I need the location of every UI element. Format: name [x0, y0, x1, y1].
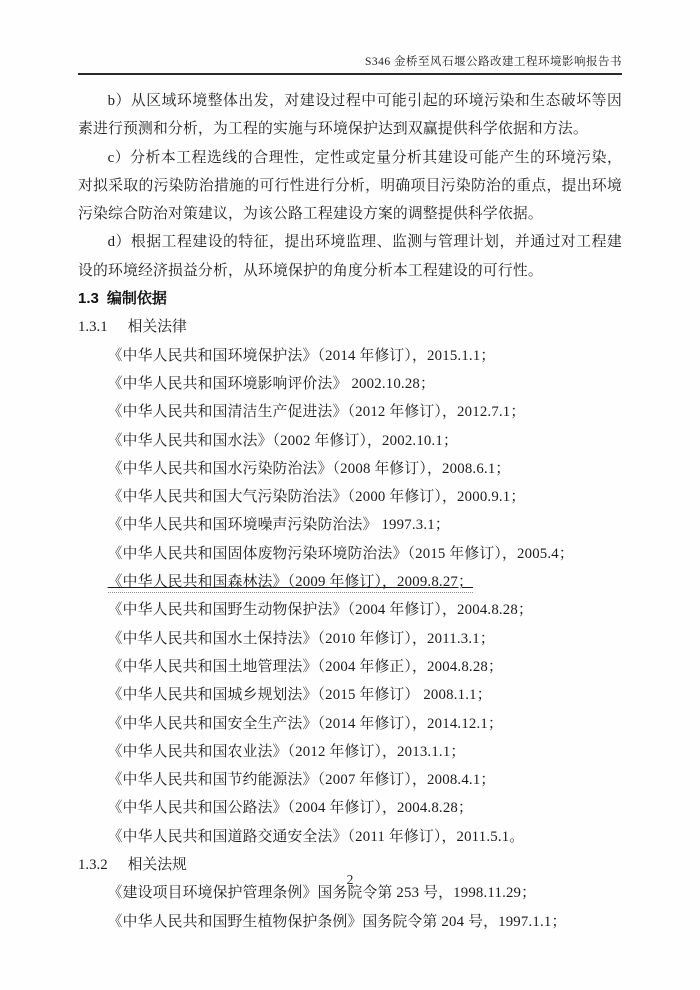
page-content-area: [78, 0, 622, 936]
list-item: [78, 398, 622, 426]
list-item: [78, 511, 622, 539]
page-header: [78, 0, 622, 75]
paragraph-b: b）从区域环境整体出发，对建设过程中可能引起的环境污染和生态破坏等因素进行预测和分析，为工程的实施与环境保护达到双赢提供科学依据和方法。: [78, 93, 622, 138]
list-item: [78, 766, 622, 794]
paragraph-c: c）分析本工程选线的合理性，定性或定量分析其建设可能产生的环境污染，对拟采取的污染防治措施的可行性进行分析，明确项目污染防治的重点，提出环境污染综合防治对策建议，为该公路工程建设方案的调整提供科学依据。: [78, 149, 622, 223]
list-item-text: 《中华人民共和国环境保护法》（2014 年修订），2015.1.1；: [107, 347, 496, 364]
section-number: 1.3.2: [78, 857, 108, 874]
list-item: [78, 710, 622, 738]
section-heading-1-3-1: [78, 313, 622, 341]
list-item-text: 《中华人民共和国森林法》（2009 年修订），2009.8.27；: [108, 574, 473, 593]
list-item-text: 《中华人民共和国清洁生产促进法》（2012 年修订），2012.7.1；: [107, 404, 526, 421]
list-item: [78, 681, 622, 709]
section-number: 1.3: [78, 290, 99, 308]
list-item-text: 《中华人民共和国农业法》（2012 年修订），2013.1.1；: [107, 743, 466, 760]
list-item-text: 《中华人民共和国大气污染防治法》（2000 年修订），2000.9.1；: [107, 489, 526, 506]
list-item-text: 《中华人民共和国野生植物保护条例》国务院令第 204 号，1997.1.1；: [107, 913, 567, 930]
list-item-text: 《中华人民共和国野生动物保护法》（2004 年修订），2004.8.28；: [107, 602, 534, 619]
list-item: [78, 794, 622, 822]
list-item-text: 《中华人民共和国土地管理法》（2004 年修正），2004.8.28；: [107, 658, 504, 675]
list-item: [78, 625, 622, 653]
list-item-text: 《中华人民共和国公路法》（2004 年修订），2004.8.28；: [107, 800, 474, 817]
list-item-text: 《中华人民共和国安全生产法》（2014 年修订），2014.12.1；: [107, 715, 504, 732]
list-item: [78, 738, 622, 766]
list-item: [78, 823, 622, 851]
list-item-text: 《中华人民共和国道路交通安全法》（2011 年修订），2011.5.1。: [107, 828, 525, 845]
list-item-text: 《中华人民共和国环境影响评价法》 2002.10.28；: [107, 375, 436, 392]
paragraph-d: d）根据工程建设的特征，提出环境监理、监测与管理计划，并通过对工程建设的环境经济损益分析，从环境保护的角度分析本工程建设的可行性。: [78, 234, 622, 279]
list-item-text: 《中华人民共和国固体废物污染环境防治法》（2015 年修订），2005.4；: [107, 545, 574, 562]
section-title: 编制依据: [106, 290, 167, 308]
list-item: [78, 540, 622, 568]
list-item: [78, 427, 622, 455]
list-item: [78, 483, 622, 511]
list-item: [78, 596, 622, 624]
page-number: 2: [346, 871, 354, 887]
list-item: [78, 455, 622, 483]
document-body: [78, 87, 622, 936]
list-item-text: 《中华人民共和国城乡规划法》（2015 年修订） 2008.1.1；: [107, 687, 492, 704]
list-item-text: 《中华人民共和国水法》（2002 年修订），2002.10.1；: [107, 432, 459, 449]
list-item-text: 《中华人民共和国水土保持法》（2010 年修订），2011.3.1；: [107, 630, 495, 647]
list-item: [78, 908, 622, 936]
page-footer: [78, 872, 622, 888]
list-item: [78, 370, 622, 398]
list-item-text: 《中华人民共和国水污染防治法》（2008 年修订），2008.6.1；: [107, 460, 511, 477]
section-heading-1-3: [78, 285, 622, 313]
list-item-text: 《中华人民共和国环境噪声污染防治法》 1997.3.1；: [107, 517, 450, 534]
list-item: [78, 568, 622, 596]
section-title: 相关法律: [127, 319, 187, 336]
section-number: 1.3.1: [78, 319, 108, 336]
list-item: [78, 653, 622, 681]
law-list: [78, 342, 622, 851]
section-title: 相关法规: [127, 857, 187, 874]
list-item: [78, 342, 622, 370]
list-item-text: 《建设项目环境保护管理条例》国务院令第 253 号，1998.11.29；: [107, 885, 537, 902]
header-title: S346 金桥至风石堰公路改建工程环境影响报告书: [364, 56, 622, 68]
list-item-text: 《中华人民共和国节约能源法》（2007 年修订），2008.4.1；: [107, 772, 496, 789]
